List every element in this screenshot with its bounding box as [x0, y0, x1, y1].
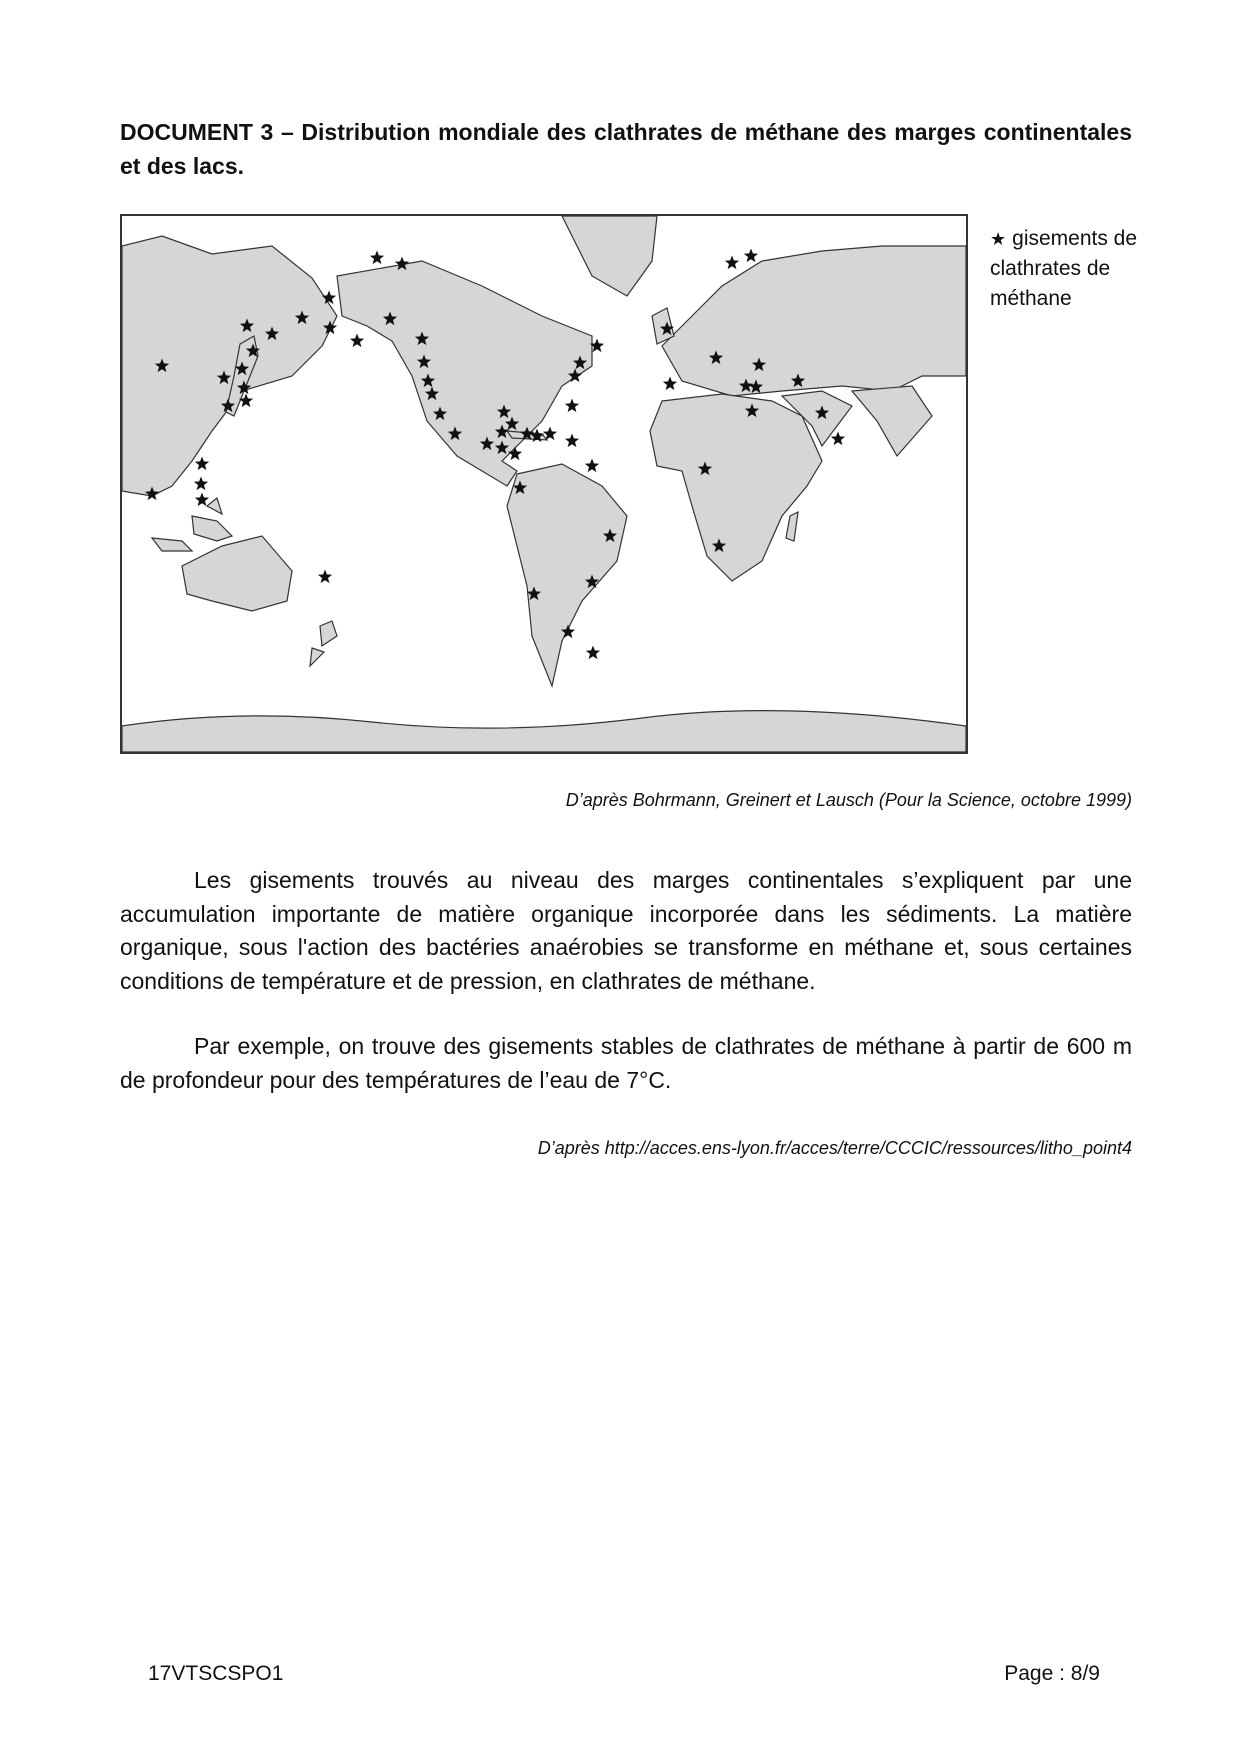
deposit-star-icon: [585, 459, 599, 473]
africa-landmass: [650, 394, 822, 581]
new-zealand-landmass: [310, 621, 337, 666]
antarctica-landmass: [122, 711, 966, 752]
world-map: [120, 214, 968, 754]
paragraph-2: [120, 1030, 1132, 1097]
paragraph-1-text: Les gisements trouvés au niveau des marges continentales s’expliquent par une accumulation importante de matière organique incorporée dans les sédiments. La matière organique, sous l'action des bactéries anaérobies se transforme en méthane et, sous certaines conditions de température et de pression, en clathrates de méthane.: [120, 867, 1132, 994]
deposit-star-icon: [350, 334, 364, 348]
text-source: D’après http://acces.ens-lyon.fr/acces/terre/CCCIC/ressources/litho_point4: [537, 1138, 1132, 1158]
south-america-landmass: [507, 464, 627, 686]
land-masses: [122, 216, 966, 752]
deposit-star-icon: [744, 249, 758, 263]
deposit-star-icon: [194, 477, 208, 491]
paragraph-2-text: Par exemple, on trouve des gisements stables de clathrates de méthane à partir de 600 m de profondeur pour des températures de l’eau de 7°C.: [120, 1033, 1132, 1093]
australia-landmass: [182, 536, 292, 611]
paragraph-1: [120, 864, 1132, 998]
legend-label: gisements de clathrates de méthane: [990, 227, 1138, 310]
map-legend: [990, 224, 1140, 314]
europe-landmass: [662, 246, 966, 396]
document-title: DOCUMENT 3 – Distribution mondiale des clathrates de méthane des marges continentales et des lacs.: [120, 119, 1132, 179]
deposit-star-icon: [565, 399, 579, 413]
deposit-star-icon: [318, 570, 332, 584]
indonesia-landmass: [152, 498, 232, 551]
deposit-star-icon: [565, 434, 579, 448]
footer-page: Page : 8/9: [1004, 1662, 1100, 1685]
star-icon: ★: [990, 229, 1007, 249]
deposit-star-icon: [195, 493, 209, 507]
north-america-landmass: [337, 261, 592, 486]
deposit-star-icon: [663, 377, 677, 391]
deposit-star-icon: [586, 646, 600, 660]
greenland-landmass: [562, 216, 657, 296]
footer-code: 17VTSCSPO1: [148, 1662, 284, 1685]
deposit-star-icon: [195, 457, 209, 471]
deposit-star-icon: [370, 251, 384, 265]
deposit-star-icon: [831, 432, 845, 446]
asia-landmass: [122, 236, 337, 496]
world-map-svg: [122, 216, 966, 752]
map-source: D’après Bohrmann, Greinert et Lausch (Pour la Science, octobre 1999): [565, 790, 1132, 810]
madagascar-landmass: [786, 512, 798, 541]
deposit-star-icon: [725, 256, 739, 270]
